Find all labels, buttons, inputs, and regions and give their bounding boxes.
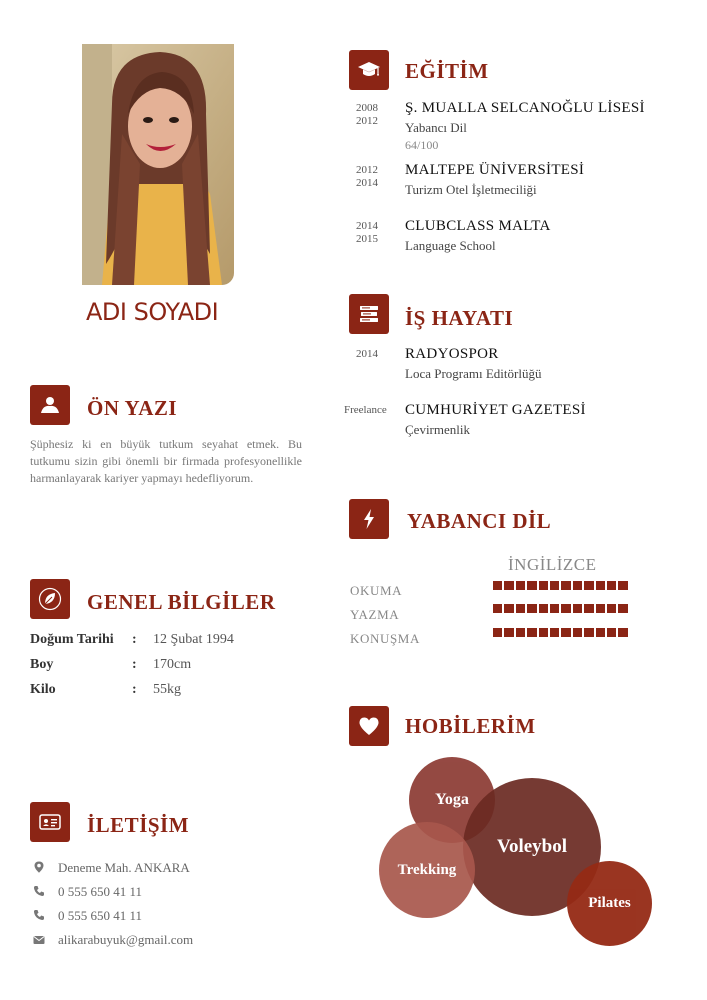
edu-school-1: Ş. MUALLA SELCANOĞLU LİSESİ xyxy=(405,100,645,116)
info-label-birth: Doğum Tarihi xyxy=(30,632,114,647)
phone-icon xyxy=(33,885,45,897)
skill-segment xyxy=(504,628,513,637)
info-value-weight: 55kg xyxy=(153,682,181,697)
mail-icon xyxy=(33,934,45,946)
info-value-birth: 12 Şubat 1994 xyxy=(153,632,234,647)
general-icon-box xyxy=(30,579,70,619)
person-icon xyxy=(38,393,62,417)
skill-segment xyxy=(596,604,605,613)
education-title: EĞİTİM xyxy=(405,59,489,83)
skill-segment xyxy=(539,581,548,590)
skill-segment xyxy=(607,581,616,590)
skill-bar-writing xyxy=(493,604,628,613)
language-icon-box xyxy=(349,499,389,539)
language-title: YABANCI DİL xyxy=(407,509,552,533)
info-colon: : xyxy=(132,657,137,672)
work-role-2: Çevirmenlik xyxy=(405,422,470,437)
info-value-height: 170cm xyxy=(153,657,192,672)
work-title: İŞ HAYATI xyxy=(405,306,514,330)
skill-segment xyxy=(516,628,525,637)
edu-field-2: Turizm Otel İşletmeciliği xyxy=(405,182,537,197)
skill-segment xyxy=(516,581,525,590)
skill-segment xyxy=(527,604,536,613)
edu-year-end-3: 2015 xyxy=(356,233,378,245)
hobby-yoga: Yoga xyxy=(409,757,495,843)
skill-segment xyxy=(561,604,570,613)
about-icon-box xyxy=(30,385,70,425)
books-icon xyxy=(357,302,381,326)
education-icon-box xyxy=(349,50,389,90)
skill-segment xyxy=(607,604,616,613)
edu-field-1: Yabancı Dil xyxy=(405,120,467,135)
info-colon: : xyxy=(132,682,137,697)
skill-segment xyxy=(561,581,570,590)
skill-segment xyxy=(493,581,502,590)
contact-email[interactable]: alikarabuyuk@gmail.com xyxy=(58,932,194,947)
skill-segment xyxy=(550,628,559,637)
work-year-1: 2014 xyxy=(356,348,378,360)
skill-segment xyxy=(493,604,502,613)
work-company-2: CUMHURİYET GAZETESİ xyxy=(405,402,586,418)
graduation-cap-icon xyxy=(357,58,381,82)
skill-segment xyxy=(596,628,605,637)
skill-segment xyxy=(527,628,536,637)
skill-segment xyxy=(550,604,559,613)
skill-segment xyxy=(618,581,627,590)
about-text: Şüphesiz ki en büyük tutkum seyahat etmek. Bu tutkumu sizin gibi önemli bir firmada profesyonellikle harmanlayarak kariyer yapmayı hedefliyorum. xyxy=(30,437,302,485)
info-colon: : xyxy=(132,632,137,647)
skill-label-speaking: KONUŞMA xyxy=(350,631,420,646)
skill-segment xyxy=(561,628,570,637)
skill-segment xyxy=(504,604,513,613)
skill-segment xyxy=(596,581,605,590)
skill-label-writing: YAZMA xyxy=(350,607,400,622)
skill-segment xyxy=(493,628,502,637)
edu-year-start-1: 2008 xyxy=(356,102,378,114)
skill-bar-speaking xyxy=(493,628,628,637)
skill-segment xyxy=(584,581,593,590)
info-label-weight: Kilo xyxy=(30,682,56,697)
skill-label-reading: OKUMA xyxy=(350,583,403,598)
contact-icon-box xyxy=(30,802,70,842)
contact-phone-2: 0 555 650 41 11 xyxy=(58,908,143,923)
edu-school-2: MALTEPE ÜNİVERSİTESİ xyxy=(405,162,585,178)
language-name: İNGİLİZCE xyxy=(508,555,597,574)
hobby-pilates: Pilates xyxy=(567,861,652,946)
contact-address: Deneme Mah. ANKARA xyxy=(58,860,190,875)
skill-segment xyxy=(618,604,627,613)
general-title: GENEL BİLGİLER xyxy=(87,590,276,614)
skill-segment xyxy=(516,604,525,613)
leaf-icon xyxy=(38,587,62,611)
contact-title: İLETİŞİM xyxy=(87,813,190,837)
skill-segment xyxy=(527,581,536,590)
skill-segment xyxy=(573,604,582,613)
skill-segment xyxy=(550,581,559,590)
edu-field-3: Language School xyxy=(405,238,496,253)
skill-segment xyxy=(539,604,548,613)
hobby-trekking: Trekking xyxy=(379,822,475,918)
edu-year-start-2: 2012 xyxy=(356,164,378,176)
edu-school-3: CLUBCLASS MALTA xyxy=(405,218,551,234)
about-title: ÖN YAZI xyxy=(87,396,178,420)
skill-segment xyxy=(584,628,593,637)
phone-icon xyxy=(33,909,45,921)
profile-name: ADI SOYADI xyxy=(86,298,219,326)
skill-segment xyxy=(539,628,548,637)
contact-phone-1: 0 555 650 41 11 xyxy=(58,884,143,899)
lightning-icon xyxy=(357,507,381,531)
hobbies-icon-box xyxy=(349,706,389,746)
skill-segment xyxy=(504,581,513,590)
location-pin-icon xyxy=(33,861,45,873)
info-label-height: Boy xyxy=(30,657,54,672)
skill-segment xyxy=(607,628,616,637)
work-company-1: RADYOSPOR xyxy=(405,346,499,362)
skill-segment xyxy=(573,581,582,590)
skill-segment xyxy=(584,604,593,613)
profile-photo xyxy=(82,44,234,285)
edu-year-end-1: 2012 xyxy=(356,115,378,127)
skill-segment xyxy=(618,628,627,637)
hobby-voleybol: Voleybol xyxy=(463,778,601,916)
skill-segment xyxy=(573,628,582,637)
skill-bar-reading xyxy=(493,581,628,590)
work-year-2: Freelance xyxy=(344,404,387,416)
edu-year-start-3: 2014 xyxy=(356,220,378,232)
contact-card-icon xyxy=(38,810,62,834)
work-icon-box xyxy=(349,294,389,334)
edu-year-end-2: 2014 xyxy=(356,177,378,189)
edu-grade-1: 64/100 xyxy=(405,138,439,152)
heart-icon xyxy=(357,714,381,738)
work-role-1: Loca Programı Editörlüğü xyxy=(405,366,542,381)
hobbies-title: HOBİLERİM xyxy=(405,714,536,738)
